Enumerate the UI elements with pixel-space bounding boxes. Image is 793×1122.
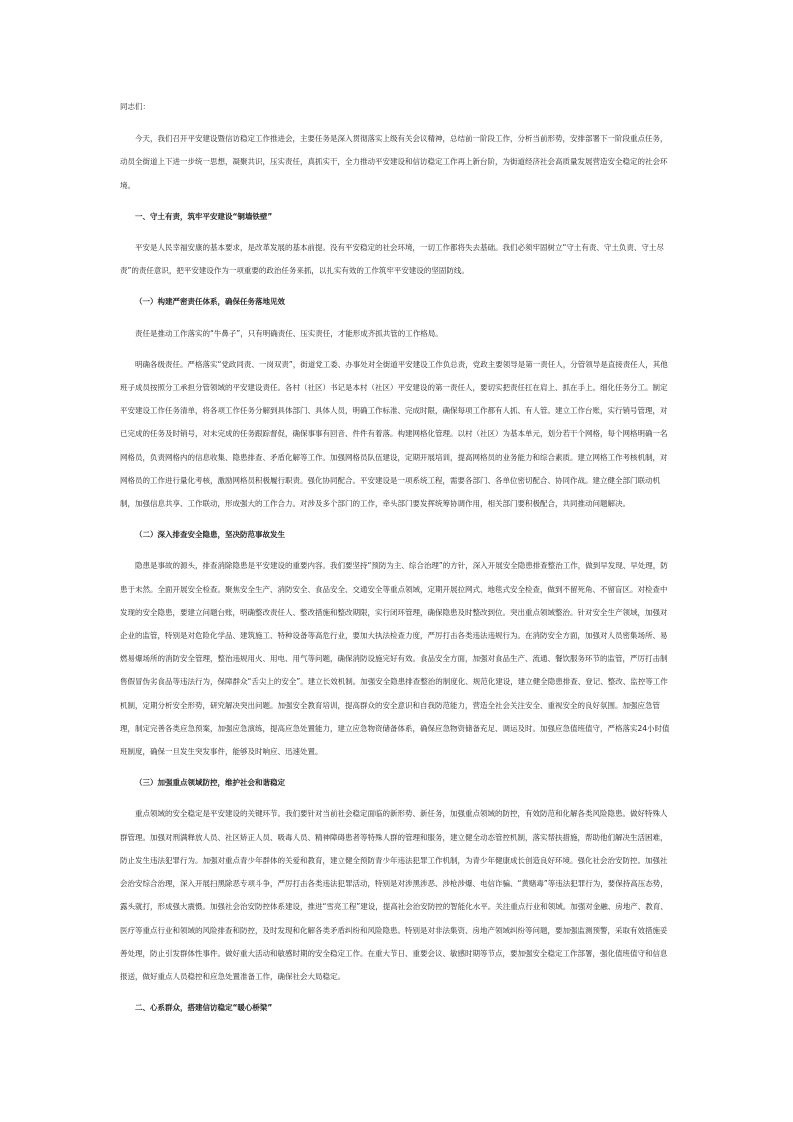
subsection2-paragraph: 隐患是事故的源头，排查消除隐患是平安建设的重要内容。我们要坚持“预防为主、综合治理”的方针，深入开展安全隐患排查整治工作，做到早发现、早处理，防患于未然。全面开展安全检查。聚焦安全生产、消防安全、食品安全、交通安全等重点领域，定期开展拉网式、地毯式安全检查，做到不留死角、不留盲区。对检查中发现的安全隐患，要建立问题台账，明确整改责任人、整改措施和整改期限，实行闭环管理，确保隐患及时整改到位。突出重点领域整治。针对安全生产领域，加强对企业的监管，特别是对危险化学品、建筑施工、特种设备等高危行业，要加大执法检查力度，严厉打击各类违法违规行为。在消防安全方面，加强对人员密集场所、易燃易爆场所的消防安全管理，整治违规用火、用电、用气等问题，确保消防设施完好有效。食品安全方面，加强对食品生产、流通、餐饮服务环节的监管，严厉打击制售假冒伪劣食品等违法行为，保障群众“舌尖上的安全”。建立长效机制。加强安全隐患排查整治的制度化、规范化建设，建立健全隐患排查、登记、整改、监控等工作机制，定期分析安全形势，研究解决突出问题。加强安全教育培训，提高群众的安全意识和自我防范能力，营造全社会关注安全、重视安全的良好氛围。加强应急管理，制定完善各类应急预案，加强应急演练，提高应急处置能力，建立应急物资储备体系，确保应急物资储备充足、调运及时。加强应急值班值守，严格落实24小时值班制度，确保一旦发生突发事件，能够及时响应、迅速处置。 <box>120 561 670 757</box>
subsection1-paragraph-1: 责任是推动工作落实的“牛鼻子”，只有明确责任、压实责任，才能形成齐抓共管的工作格局。 <box>135 328 443 338</box>
subsection1-paragraph-2: 明确各级责任。严格落实“党政同责、一岗双责”，街道党工委、办事处对全街道平安建设工作负总责，党政主要领导是第一责任人，分管领导是直接责任人，其他班子成员按照分工承担分管领域的平安建设责任。各村（社区）书记是本村（社区）平安建设的第一责任人，要切实把责任扛在肩上、抓在手上。细化任务分工。制定平安建设工作任务清单，将各项工作任务分解到具体部门、具体人员，明确工作标准、完成时限，确保每项工作都有人抓、有人管。建立工作台账，实行销号管理，对已完成的任务及时销号，对未完成的任务跟踪督促，确保事事有回音、件件有着落。构建网格化管理。以村（社区）为基本单元，划分若干个网格，每个网格明确一名网格员，负责网格内的信息收集、隐患排查、矛盾化解等工作。加强网格员队伍建设，定期开展培训，提高网格员的业务能力和综合素质。建立网格工作考核机制，对网格员的工作进行量化考核，激励网格员积极履行职责。强化协同配合。平安建设是一项系统工程，需要各部门、各单位密切配合、协同作战。建立健全部门联动机制，加强信息共享、工作联动，形成强大的工作合力。对涉及多个部门的工作，牵头部门要发挥统筹协调作用，相关部门要积极配合，共同推动问题解决。 <box>120 359 668 509</box>
intro-paragraph: 今天，我们召开平安建设暨信访稳定工作推进会，主要任务是深入贯彻落实上级有关会议精神，总结前一阶段工作，分析当前形势，安排部署下一阶段重点任务，动员全街道上下进一步统一思想，凝聚共识，压实责任，真抓实干，全力推动平安建设和信访稳定工作再上新台阶，为街道经济社会高质量发展营造安全稳定的社会环境。 <box>120 134 668 190</box>
salutation: 同志们： <box>120 102 150 111</box>
subsection3-heading: （三）加强重点领域防控，维护社会和谐稳定 <box>135 778 285 788</box>
section2-heading: 二、心系群众，搭建信访稳定“暖心桥梁” <box>135 1003 273 1013</box>
section1-paragraph: 平安是人民幸福安康的基本要求，是改革发展的基本前提。没有平安稳定的社会环境，一切工作都将失去基础。我们必须牢固树立“守土有责、守土负责、守土尽责”的责任意识，把平安建设作为一项重要的政治任务来抓，以扎实有效的工作筑牢平安建设的坚固防线。 <box>120 243 664 276</box>
subsection2-heading: （二）深入排查安全隐患，坚决防范事故发生 <box>135 530 285 540</box>
subsection3-paragraph: 重点领域的安全稳定是平安建设的关键环节。我们要针对当前社会稳定面临的新形势、新任务，加强重点领域的防控，有效防范和化解各类风险隐患。做好特殊人群管理。加强对刑满释放人员、社区矫正人员、吸毒人员、精神障碍患者等特殊人群的管理和服务，建立健全动态管控机制，落实帮扶措施，帮助他们解决生活困难，防止发生违法犯罪行为。加强对重点青少年群体的关爱和教育，建立健全预防青少年违法犯罪工作机制，为青少年健康成长创造良好环境。强化社会治安防控。加强社会治安综合治理，深入开展扫黑除恶专项斗争，严厉打击各类违法犯罪活动，特别是对涉黑涉恶、涉枪涉爆、电信诈骗、“黄赌毒”等违法犯罪行为，要保持高压态势，露头就打，形成强大震慑。加强社会治安防控体系建设，推进“雪亮工程”建设，提高社会治安防控的智能化水平。关注重点行业和领域。加强对金融、房地产、教育、医疗等重点行业和领域的风险排查和防控，及时发现和化解各类矛盾纠纷和风险隐患。特别是对非法集资、房地产领域纠纷等问题，要加强监测预警，采取有效措施妥善处理，防止引发群体性事件。做好重大活动和敏感时期的安全稳定工作。在重大节日、重要会议、敏感时期等节点，要加强安全稳定工作部署，强化值班值守和信息报送，做好重点人员稳控和应急处置准备工作，确保社会大局稳定。 <box>120 809 668 981</box>
subsection1-heading: （一）构建严密责任体系，确保任务落地见效 <box>135 297 285 307</box>
section1-heading: 一、守土有责，筑牢平安建设“铜墙铁壁” <box>135 211 273 221</box>
document-page <box>120 95 673 1019</box>
